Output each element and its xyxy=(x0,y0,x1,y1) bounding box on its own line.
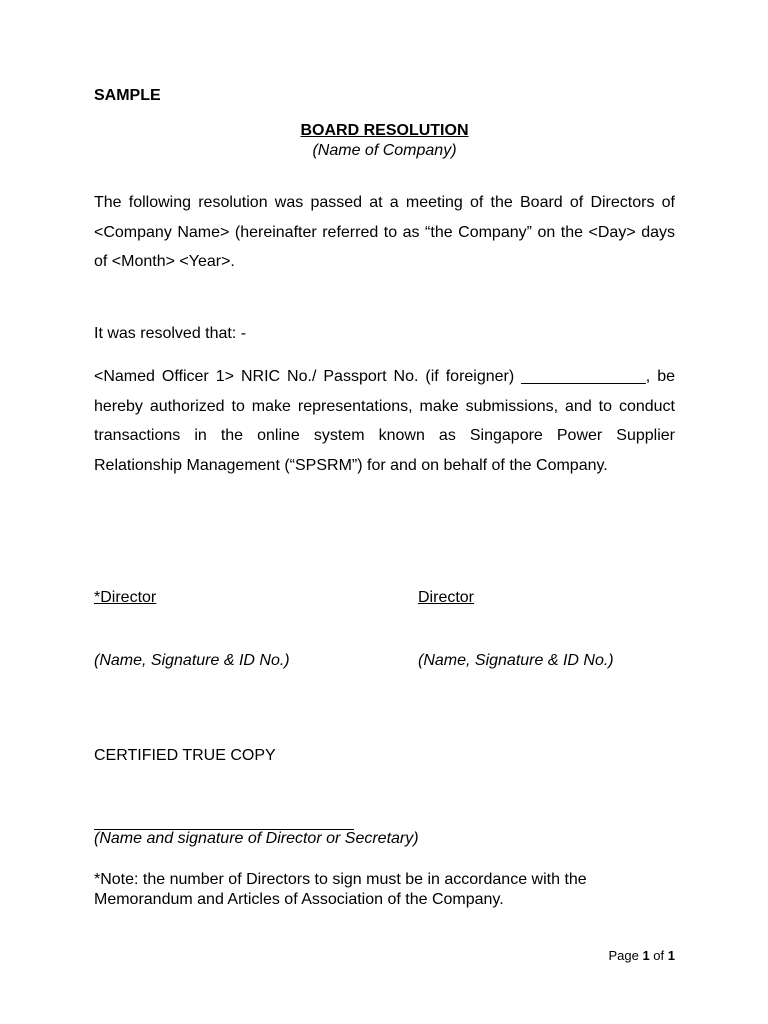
resolution-text-part1: <Named Officer 1> NRIC No./ Passport No. (if foreigner) xyxy=(94,368,522,385)
document-subtitle: (Name of Company) xyxy=(312,142,457,159)
director-2-label: Director xyxy=(418,589,475,606)
director-1-signature-caption: (Name, Signature & ID No.) xyxy=(94,652,290,669)
page-total: 1 xyxy=(667,948,675,963)
certified-true-copy: CERTIFIED TRUE COPY xyxy=(94,747,276,764)
document-title: BOARD RESOLUTION xyxy=(300,122,469,139)
resolution-paragraph xyxy=(94,362,675,480)
certified-signature-caption: (Name and signature of Director or Secretary) xyxy=(94,830,419,847)
page-number xyxy=(608,948,675,963)
intro-paragraph: The following resolution was passed at a meeting of the Board of Directors of <Company Name> (hereinafter referred to as “the Company” on the <Day> days of <Month> <Year>. xyxy=(94,194,675,270)
sample-label: SAMPLE xyxy=(94,87,161,104)
page-word: Page xyxy=(608,948,639,963)
id-number-blank: ______________ xyxy=(521,368,646,385)
resolution-text-part2: , be hereby authorized to make representations, make submissions, and to conduct transactions in the online system known as Singapore Power Supplier Relationship Management (“SPSRM”) for and on behalf of the Company. xyxy=(94,368,676,474)
of-word: of xyxy=(653,948,665,963)
director-2-signature-caption: (Name, Signature & ID No.) xyxy=(418,652,614,669)
footnote: *Note: the number of Directors to sign must be in accordance with the Memorandum and Articles of Association of the Company. xyxy=(94,871,587,908)
resolved-heading: It was resolved that: - xyxy=(94,325,247,342)
page-current: 1 xyxy=(642,948,650,963)
director-1-label: *Director xyxy=(94,589,157,606)
